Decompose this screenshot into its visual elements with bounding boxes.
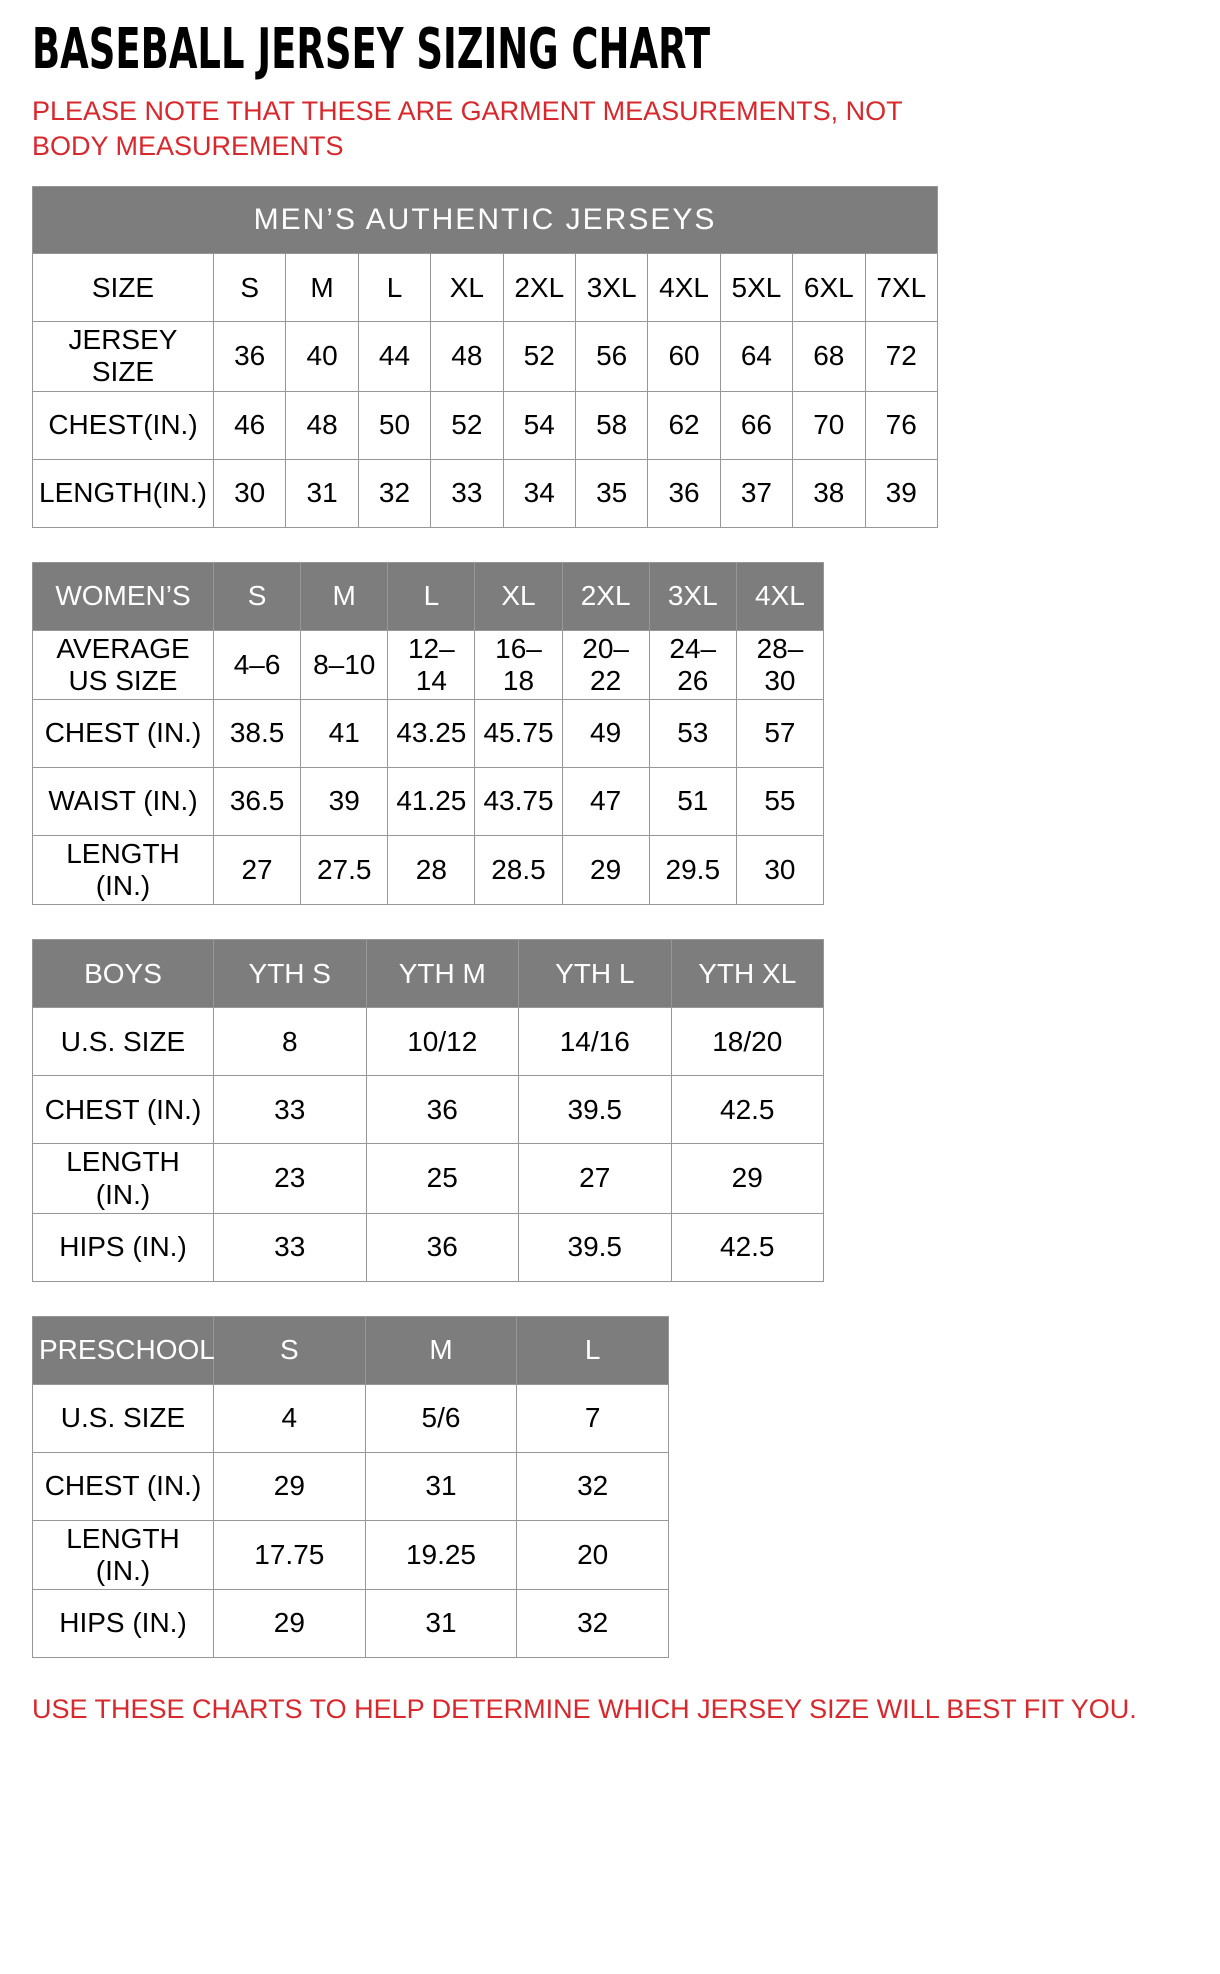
table-cell: 28–30 bbox=[736, 630, 823, 699]
row-label: HIPS (IN.) bbox=[33, 1590, 214, 1658]
row-label: WAIST (IN.) bbox=[33, 767, 214, 835]
table-cell: 42.5 bbox=[671, 1213, 824, 1281]
table-row bbox=[33, 630, 824, 699]
table-cell: 29 bbox=[562, 835, 649, 904]
table-cell: M bbox=[286, 254, 358, 322]
table-cell: 36 bbox=[366, 1076, 519, 1144]
table-header-row bbox=[33, 1316, 669, 1384]
table-cell: 29 bbox=[214, 1590, 366, 1658]
table-cell: 52 bbox=[431, 391, 503, 459]
table-cell: 42.5 bbox=[671, 1076, 824, 1144]
table-cell: 37 bbox=[720, 459, 792, 527]
table-cell: 48 bbox=[286, 391, 358, 459]
row-label: CHEST (IN.) bbox=[33, 1076, 214, 1144]
table-row bbox=[33, 699, 824, 767]
table-row bbox=[33, 459, 938, 527]
table-cell: 19.25 bbox=[365, 1520, 517, 1589]
table-cell: 57 bbox=[736, 699, 823, 767]
table-cell: 32 bbox=[358, 459, 430, 527]
table-cell: 2XL bbox=[503, 254, 575, 322]
table-cell: 32 bbox=[517, 1590, 669, 1658]
column-header: YTH S bbox=[214, 940, 367, 1008]
table-cell: 48 bbox=[431, 322, 503, 391]
garment-measurement-note: PLEASE NOTE THAT THESE ARE GARMENT MEASUREMENTS, NOT BODY MEASUREMENTS bbox=[32, 96, 903, 162]
table-cell: 32 bbox=[517, 1452, 669, 1520]
table-banner-title: MEN’S AUTHENTIC JERSEYS bbox=[33, 187, 938, 254]
table-cell: 18/20 bbox=[671, 1008, 824, 1076]
table-cell: 38.5 bbox=[214, 699, 301, 767]
row-label: HIPS (IN.) bbox=[33, 1213, 214, 1281]
table-header-label: BOYS bbox=[33, 940, 214, 1008]
table-cell: 28.5 bbox=[475, 835, 562, 904]
boys-jerseys-table bbox=[32, 939, 824, 1281]
table-cell: 30 bbox=[214, 459, 286, 527]
mens-authentic-jerseys-table bbox=[32, 186, 938, 527]
womens-jerseys-table bbox=[32, 562, 824, 906]
table-cell: 33 bbox=[214, 1076, 367, 1144]
table-cell: 5/6 bbox=[365, 1384, 517, 1452]
table-cell: 33 bbox=[431, 459, 503, 527]
table-cell: 34 bbox=[503, 459, 575, 527]
table-cell: 60 bbox=[648, 322, 720, 391]
table-cell: 47 bbox=[562, 767, 649, 835]
column-header: L bbox=[517, 1316, 669, 1384]
table-cell: 31 bbox=[365, 1590, 517, 1658]
table-cell: XL bbox=[431, 254, 503, 322]
row-label: CHEST (IN.) bbox=[33, 699, 214, 767]
table-cell: 7 bbox=[517, 1384, 669, 1452]
table-cell: 55 bbox=[736, 767, 823, 835]
table-row bbox=[33, 1144, 824, 1213]
table-cell: 27.5 bbox=[301, 835, 388, 904]
table-cell: 53 bbox=[649, 699, 736, 767]
table-cell: 43.75 bbox=[475, 767, 562, 835]
table-cell: 20–22 bbox=[562, 630, 649, 699]
table-cell: 36.5 bbox=[214, 767, 301, 835]
column-header: M bbox=[365, 1316, 517, 1384]
table-cell: 39.5 bbox=[519, 1076, 672, 1144]
table-cell: L bbox=[358, 254, 430, 322]
row-label: LENGTH (IN.) bbox=[33, 1144, 214, 1213]
table-row bbox=[33, 1452, 669, 1520]
table-cell: 8–10 bbox=[301, 630, 388, 699]
column-header: S bbox=[214, 1316, 366, 1384]
table-row bbox=[33, 322, 938, 391]
table-cell: 41.25 bbox=[388, 767, 475, 835]
table-cell: 66 bbox=[720, 391, 792, 459]
table-cell: 58 bbox=[575, 391, 647, 459]
preschool-jerseys-table bbox=[32, 1316, 669, 1658]
table-cell: 76 bbox=[865, 391, 937, 459]
table-cell: 4XL bbox=[648, 254, 720, 322]
column-header: 4XL bbox=[736, 562, 823, 630]
table-header-label: PRESCHOOL bbox=[33, 1316, 214, 1384]
table-cell: 28 bbox=[388, 835, 475, 904]
table-cell: S bbox=[214, 254, 286, 322]
table-cell: 5XL bbox=[720, 254, 792, 322]
row-label: AVERAGE US SIZE bbox=[33, 630, 214, 699]
table-cell: 14/16 bbox=[519, 1008, 672, 1076]
table-cell: 51 bbox=[649, 767, 736, 835]
table-cell: 16–18 bbox=[475, 630, 562, 699]
row-label: U.S. SIZE bbox=[33, 1008, 214, 1076]
table-row bbox=[33, 1213, 824, 1281]
table-cell: 43.25 bbox=[388, 699, 475, 767]
table-cell: 54 bbox=[503, 391, 575, 459]
table-cell: 68 bbox=[793, 322, 865, 391]
table-cell: 36 bbox=[648, 459, 720, 527]
row-label: U.S. SIZE bbox=[33, 1384, 214, 1452]
row-label: JERSEY SIZE bbox=[33, 322, 214, 391]
table-header-label: WOMEN’S bbox=[33, 562, 214, 630]
table-row bbox=[33, 1008, 824, 1076]
row-label: LENGTH (IN.) bbox=[33, 1520, 214, 1589]
table-row bbox=[33, 835, 824, 904]
table-cell: 40 bbox=[286, 322, 358, 391]
table-cell: 4–6 bbox=[214, 630, 301, 699]
table-row bbox=[33, 1590, 669, 1658]
table-cell: 8 bbox=[214, 1008, 367, 1076]
table-cell: 62 bbox=[648, 391, 720, 459]
table-row bbox=[33, 1520, 669, 1589]
table-cell: 30 bbox=[736, 835, 823, 904]
table-row bbox=[33, 254, 938, 322]
column-header: S bbox=[214, 562, 301, 630]
row-label: LENGTH (IN.) bbox=[33, 835, 214, 904]
fit-advice-note: USE THESE CHARTS TO HELP DETERMINE WHICH JERSEY SIZE WILL BEST FIT YOU. bbox=[32, 1694, 1137, 1725]
row-label: CHEST(IN.) bbox=[33, 391, 214, 459]
table-row bbox=[33, 767, 824, 835]
table-cell: 64 bbox=[720, 322, 792, 391]
table-cell: 7XL bbox=[865, 254, 937, 322]
table-cell: 39.5 bbox=[519, 1213, 672, 1281]
table-cell: 38 bbox=[793, 459, 865, 527]
table-cell: 36 bbox=[214, 322, 286, 391]
table-cell: 12–14 bbox=[388, 630, 475, 699]
table-cell: 20 bbox=[517, 1520, 669, 1589]
row-label: CHEST (IN.) bbox=[33, 1452, 214, 1520]
table-cell: 27 bbox=[519, 1144, 672, 1213]
row-label: SIZE bbox=[33, 254, 214, 322]
column-header: YTH L bbox=[519, 940, 672, 1008]
table-cell: 24–26 bbox=[649, 630, 736, 699]
table-cell: 29 bbox=[671, 1144, 824, 1213]
table-cell: 44 bbox=[358, 322, 430, 391]
table-cell: 3XL bbox=[575, 254, 647, 322]
table-cell: 56 bbox=[575, 322, 647, 391]
column-header: YTH M bbox=[366, 940, 519, 1008]
table-cell: 10/12 bbox=[366, 1008, 519, 1076]
table-cell: 31 bbox=[286, 459, 358, 527]
table-cell: 6XL bbox=[793, 254, 865, 322]
column-header: L bbox=[388, 562, 475, 630]
table-header-row bbox=[33, 562, 824, 630]
table-cell: 31 bbox=[365, 1452, 517, 1520]
table-cell: 50 bbox=[358, 391, 430, 459]
table-header-row bbox=[33, 940, 824, 1008]
table-cell: 49 bbox=[562, 699, 649, 767]
table-row bbox=[33, 1076, 824, 1144]
table-cell: 25 bbox=[366, 1144, 519, 1213]
table-cell: 29.5 bbox=[649, 835, 736, 904]
table-cell: 29 bbox=[214, 1452, 366, 1520]
table-cell: 36 bbox=[366, 1213, 519, 1281]
table-cell: 23 bbox=[214, 1144, 367, 1213]
table-cell: 52 bbox=[503, 322, 575, 391]
table-cell: 41 bbox=[301, 699, 388, 767]
table-cell: 45.75 bbox=[475, 699, 562, 767]
column-header: 2XL bbox=[562, 562, 649, 630]
page-title: BASEBALL JERSEY SIZING CHART bbox=[32, 17, 711, 82]
column-header: YTH XL bbox=[671, 940, 824, 1008]
table-cell: 72 bbox=[865, 322, 937, 391]
table-cell: 70 bbox=[793, 391, 865, 459]
table-row bbox=[33, 1384, 669, 1452]
table-cell: 39 bbox=[865, 459, 937, 527]
table-cell: 46 bbox=[214, 391, 286, 459]
table-cell: 39 bbox=[301, 767, 388, 835]
table-banner-row bbox=[33, 187, 938, 254]
column-header: 3XL bbox=[649, 562, 736, 630]
column-header: M bbox=[301, 562, 388, 630]
row-label: LENGTH(IN.) bbox=[33, 459, 214, 527]
table-row bbox=[33, 391, 938, 459]
table-cell: 27 bbox=[214, 835, 301, 904]
table-cell: 4 bbox=[214, 1384, 366, 1452]
table-cell: 33 bbox=[214, 1213, 367, 1281]
table-cell: 17.75 bbox=[214, 1520, 366, 1589]
column-header: XL bbox=[475, 562, 562, 630]
table-cell: 35 bbox=[575, 459, 647, 527]
